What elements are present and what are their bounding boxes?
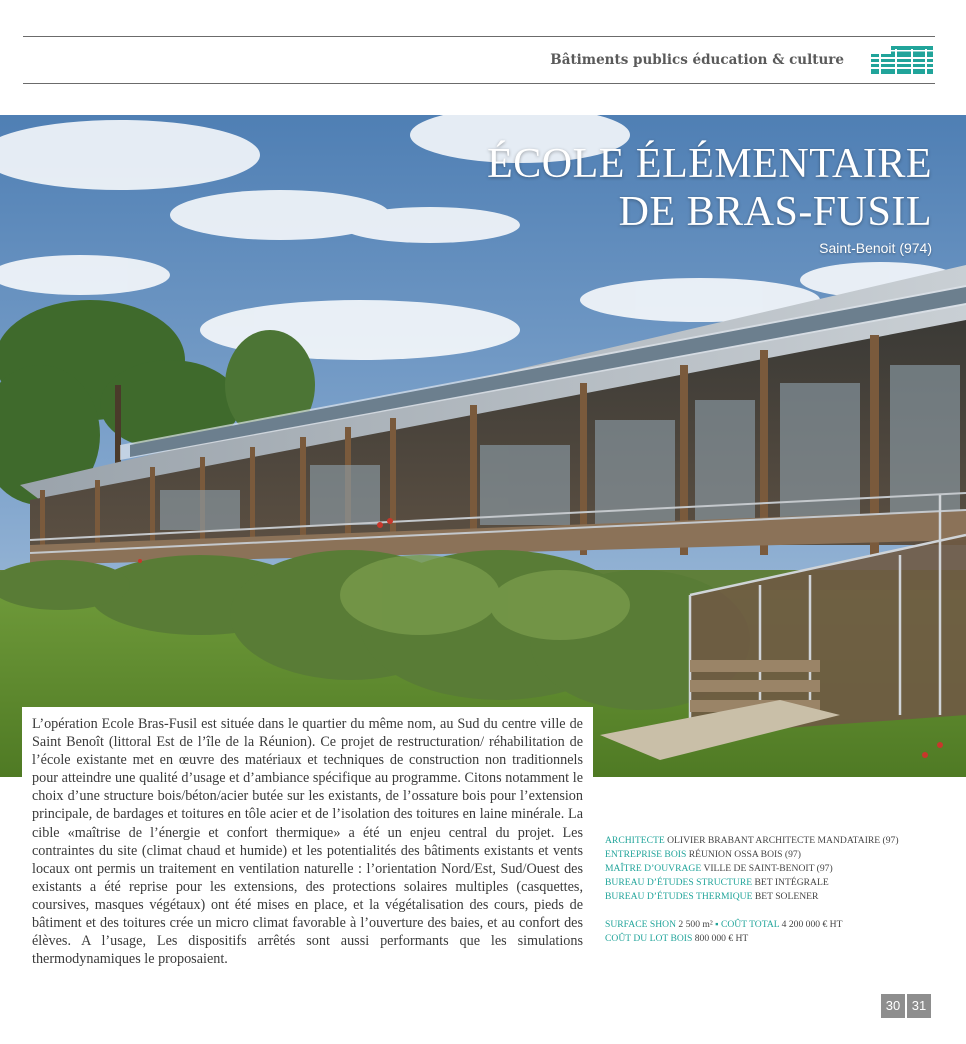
credit-label: ENTREPRISE BOIS: [605, 849, 687, 860]
header-rule-bottom: [23, 83, 935, 84]
credit-bureau-thermique: [605, 890, 945, 904]
credit-value: VILLE DE SAINT-BENOIT (97): [703, 863, 833, 874]
section-title: Bâtiments publics éducation & culture: [550, 52, 844, 68]
credit-value: 2 500 m²: [678, 919, 713, 930]
title-line-2: DE BRAS-FUSIL: [618, 189, 932, 235]
body-paragraph: L’opération Ecole Bras-Fusil est située dans le quartier du même nom, au Sud du centre ville de Saint Benoît (littoral Est de l’île de la Réunion). Ce projet de restructuration/ réhabilitation de l’école existante met en œuvre des matériaux et techniques de construction non traditionnels pour atteindre une qualité d’usage et d’ambiance spécifique au programme. Citons notamment le choix d’une structure bois/béton/acier butée sur les existants, de l’ossature bois pour l’extension principale, de bardages et toitures en tôle acier et de l’isolation des toitures en laine minérale. La cible «maîtrise de l’énergie et confort thermique» a été un enjeu central du projet. Les contraintes du site (climat chaud et humide) et les potentialités des bâtiments existants et vents locaux ont permis un traitement en ventilation naturelle : l’orientation Nord/Est, Sud/Ouest des existants a été reprise pour les extensions, des protections solaires multiples (casquettes, coursives, masques végétaux) ont été mises en place, et la végétalisation des cours, pieds de bâtiment et des toitures crée un micro climat favorable à l’ouverture des baies, et au confort des élèves. A l’usage, Les dispositifs arrêtés sont aussi performants que les simulations thermodynamiques le proposaient.: [32, 716, 583, 968]
page-number-right: 31: [907, 994, 931, 1018]
credit-value: 800 000 € HT: [694, 933, 749, 944]
page-number-left: 30: [881, 994, 905, 1018]
header-rule-top: [23, 36, 935, 37]
credit-label: ARCHITECTE: [605, 835, 665, 846]
credit-label: BUREAU D’ÉTUDES STRUCTURE: [605, 877, 753, 888]
credit-value: OLIVIER BRABANT ARCHITECTE MANDATAIRE (97): [667, 835, 899, 846]
credit-architecte: [605, 834, 945, 848]
location-subtitle: Saint-Benoit (974): [819, 240, 932, 256]
credit-label: COÛT DU LOT BOIS: [605, 933, 693, 944]
credit-surface-cout: [605, 918, 945, 932]
project-credits: [605, 834, 945, 946]
credit-value: BET SOLENER: [754, 891, 819, 902]
credits-spacer: [605, 904, 945, 918]
credit-value: 4 200 000 € HT: [781, 919, 843, 930]
credit-label: COÛT TOTAL: [720, 919, 780, 930]
credit-value: BET INTÉGRALE: [754, 877, 829, 888]
page-title: [487, 140, 932, 236]
credit-lot-bois: [605, 932, 945, 946]
page-numbers: [881, 994, 931, 1018]
credit-entreprise: [605, 848, 945, 862]
title-line-1: ÉCOLE ÉLÉMENTAIRE: [487, 141, 932, 187]
credit-label: BUREAU D’ÉTUDES THERMIQUE: [605, 891, 753, 902]
credit-value: RÉUNION OSSA BOIS (97): [688, 849, 801, 860]
body-text-box: [22, 707, 593, 993]
credit-bureau-structure: [605, 876, 945, 890]
building-logo-icon: [871, 44, 933, 76]
credit-label: MAÎTRE D’OUVRAGE: [605, 863, 702, 874]
credit-label: SURFACE SHON: [605, 919, 676, 930]
separator-icon: ▪: [715, 919, 719, 930]
credit-maitre-ouvrage: [605, 862, 945, 876]
